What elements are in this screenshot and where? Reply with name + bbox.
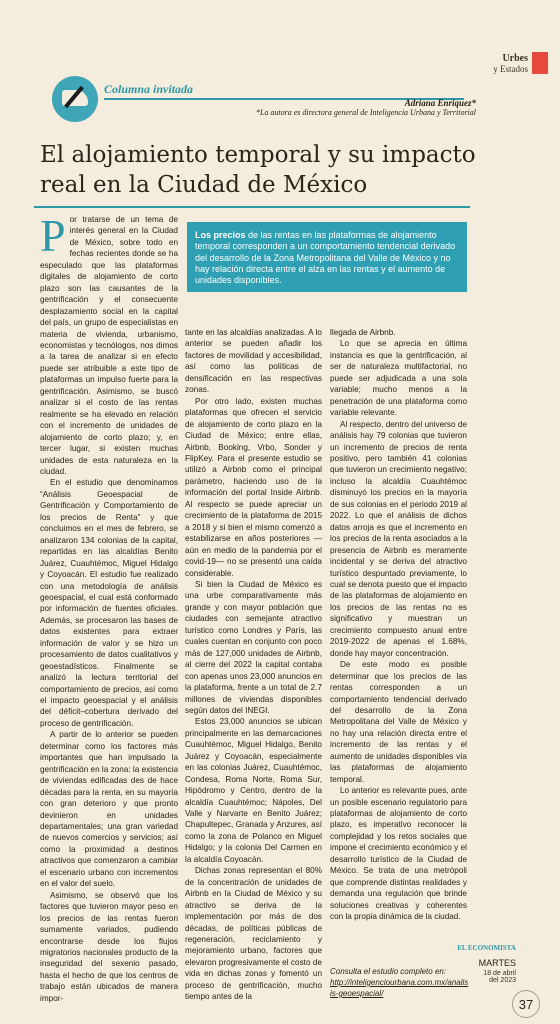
headline-rule — [34, 206, 470, 208]
study-link-block — [330, 966, 470, 999]
paragraph: Asimismo, se observó que los factores que tuvieron mayor peso en los precios de las rentas fueron sumamente variados, pudiendo encontrarse desde los flujos migratorios nacionales producto de la inseguridad del sexenio pasado, hasta el hecho de que los centros de trabajo están ubicados de manera impor- — [40, 890, 178, 1003]
body-column-2 — [185, 327, 322, 1003]
paragraph: Al respecto, dentro del universo de análisis hay 79 colonias que tuvieron un incremento de precios de renta positivo, pero también 41 colonias que tuvieron un crecimiento negativo; incluso la alcaldía Cuauhtémoc disminuyó los precios en la mayoría de sus colonias en el periodo 2019 al 2022. Lo que el análisis de dichos datos arroja es que el incremento en los precios de la renta asociados a la presencia de Airbnb es meramente incidental y se deriva del atractivo turístico despuntado previamente, lo cual se denota puesto que el impacto de las plataformas de alojamiento en los precios de las rentas no es significativo y muestran un crecimiento compuesto anual entre 2019-2022 de apenas el 1.68%, donde hay mayor concentración. — [330, 419, 467, 658]
study-link-label: Consulta el estudio completo en: — [330, 967, 447, 976]
publication-brand: EL ECONOMISTA — [457, 944, 516, 952]
section-subname: y Estados — [493, 64, 528, 74]
pen-hand-logo-icon — [52, 76, 98, 122]
paragraph: llegada de Airbnb. — [330, 328, 396, 337]
dropcap: P — [40, 210, 66, 261]
section-name: Urbes — [502, 53, 528, 64]
paragraph: Lo anterior es relevante pues, ante un posible escenario regulatorio para plataformas de alojamiento de corto plazo, es imperativo reconocer la complejidad y los retos sociales que impone el crecimiento económico y el desarrollo turístico de la Ciudad de México. Se trata de una metrópoli que comprende distintas realidades y demanda una regulación que brinde soluciones creativas y coherentes con la propia dinámica de la ciudad. — [330, 786, 467, 922]
date-line-1: 18 de abril — [483, 970, 516, 977]
paragraph: Lo que se aprecia en última instancia es que la gentrificación, al ser de naturaleza multifactorial, no puede ser adjudicada a una sola variable; mucho menos a la penetración de una plataforma como variable relevante. — [330, 339, 467, 418]
study-link[interactable]: http://inteligenciourbana.com.mx/analisis-geoespacial/ — [330, 978, 469, 998]
page-number: 37 — [512, 990, 540, 1018]
paragraph: Estos 23,000 anuncios se ubican principalmente en las demarcaciones Cuauhtémoc, Miguel Hidalgo, Benito Juárez y Coyoacán, especialmente en las colonias Juárez, Cuauhtémoc, Condesa, Roma Norte, Roma Sur, Hipódromo y Centro, dentro de la alcaldía Cuauhtémoc; Nápoles, Del Valle y Narvarte en Benito Juárez; Chapultepec, Granada y Anzures, así como la zona de Polanco en Miguel Hidalgo; y la colonia Del Carmen en la alcaldía Coyoacán. — [185, 717, 322, 864]
paragraph: En el estudio que denominamos “Análisis Geoespacial de Gentrificación y Comportamiento de los precios de Renta” y que concluimos en el mes de febrero, se analizaron 134 colonias de la capital, repartidas en las alcaldías Benito Juárez, Cuauhtémoc, Miguel Hidalgo y Coyoacán. El estudio fue realizado con una metodología de análisis geoespacial, el cual está conformado por información de fuentes oficiales. Además, se procesaron las bases de datos existentes para extraer información de valor y se hizo un procesamiento de datos cualitativos y geoestadísticos. Finalmente se analizó la lectura territorial del comportamiento de precios, así como el impacto geoespacial y el análisis del déficit–cobertura derivado del proceso de gentrificación. — [40, 478, 178, 728]
paragraph: A partir de lo anterior se pueden determinar como los factores más importantes que han impulsado la gentrificación en la zona: la existencia de viviendas edificadas des de hace décadas para la renta, en su mayoría con gran deterioro y que pronto devinieron en unidades departamentales; una gran variedad de nuevos comercios y servicios; así como la proximidad a destinos atractivos que comenzaron a cambiar el escenario urbano con incrementos en el valor del suelo. — [40, 730, 178, 889]
headline: El alojamiento temporal y su impacto real en la Ciudad de México — [40, 142, 476, 198]
callout-lead: Los precios — [195, 230, 246, 240]
section-flag — [532, 52, 548, 74]
paragraph: tante en las alcaldías analizadas. A lo anterior se pueden añadir los factores de movilidad y accesibilidad, así como las políticas de densificación en las respectivas zonas. — [185, 328, 322, 395]
paragraph: Si bien la Ciudad de México es una urbe comparativamente más grande y con mayor población que ciudades con semejante atractivo turístico como Londres y París, las cuales cuentan en conjunto con poco más de 127,000 unidades de Airbnb, al cierre del 2022 la capital contaba con apenas unos 23,000 anuncios en la plataforma, frente a un total de 2.7 millones de viviendas disponibles según datos del INEGI. — [185, 579, 322, 715]
paragraph: Por otro lado, existen muchas plataformas que ofrecen el servicio de alojamiento de corto plazo en la Ciudad de México; entre ellas, Airbnb, Booking, Vrbo, Sonder y FlipKey. Para el presente estudio se utilizó a Airbnb como el principal parámetro, haciendo uso de la información del portal Inside Airbnb. Al respecto se puede apreciar un crecimiento de la plataforma de 2015 a 2018 y si bien el mismo comenzó a estabilizarse en años posteriores —aún en medio de la pandemia por el covid-19— no se presentó una caída considerable. — [185, 396, 322, 578]
section-tag — [493, 54, 528, 74]
callout-box — [187, 222, 467, 292]
callout-text: de las rentas en las plataformas de alojamiento temporal corresponden a un comportamiento tendencial derivado del desarrollo de la Zona Metropolitana del Valle de México y no hay relación directa entre el alza en las rentas y el aumento de unidades disponibles. — [195, 230, 456, 286]
paragraph: De este modo es posible determinar que los precios de las rentas corresponden a un comportamiento tendencial derivado del desarrollo de la Zona Metropolitana del Valle de México y no hay una relación directa entre el incremento de las rentas y el aumento de unidades disponibles vía las plataformas de alojamiento temporal. — [330, 660, 467, 784]
author-name: Adriana Enriquez* — [404, 98, 476, 108]
paragraph: or tratarse de un tema de interés general en la Ciudad de México, sobre todo en fechas recientes donde se ha especulado que las plataformas digitales de alojamiento de corto plazo son las causantes de la gentrificación y el consecuente desplazamiento social en la capital del país, un grupo de especialistas en materia de vivienda, urbanismo, economistas y tecnólogos, nos dimos a la tarea de analizar si en efecto puede ser atribuible a este tipo de plataformas un impulso fuerte para la gentrificación. Asimismo, se buscó analizar si el costo de las rentas realmente se ha elevado en relación con el incremento de unidades de alojamiento de corto plazo; y, en tercer lugar, si existen muchas unidades de esta naturaleza en la ciudad. — [40, 215, 178, 476]
publication-day: MARTES — [478, 958, 516, 968]
publication-date — [456, 970, 516, 984]
column-label: Columna invitada — [104, 82, 194, 96]
body-column-3 — [330, 327, 467, 923]
body-column-1 — [40, 210, 178, 1004]
author-note: *La autora es directora general de Inteligencia Urbana y Territorial — [255, 108, 476, 117]
date-line-2: del 2023 — [489, 977, 516, 984]
paragraph: Dichas zonas representan el 80% de la concentración de unidades de Airbnb en la Ciudad de México y su atractivo se deriva de la implementación por más de dos décadas, de políticas públicas de regeneración, reciclamiento y mejoramiento urbano, factores que elevaron progresivamente el costo de vida en dichas zonas y fomentó un proceso de gentrificación, mucho tiempo antes de la — [185, 866, 322, 1002]
